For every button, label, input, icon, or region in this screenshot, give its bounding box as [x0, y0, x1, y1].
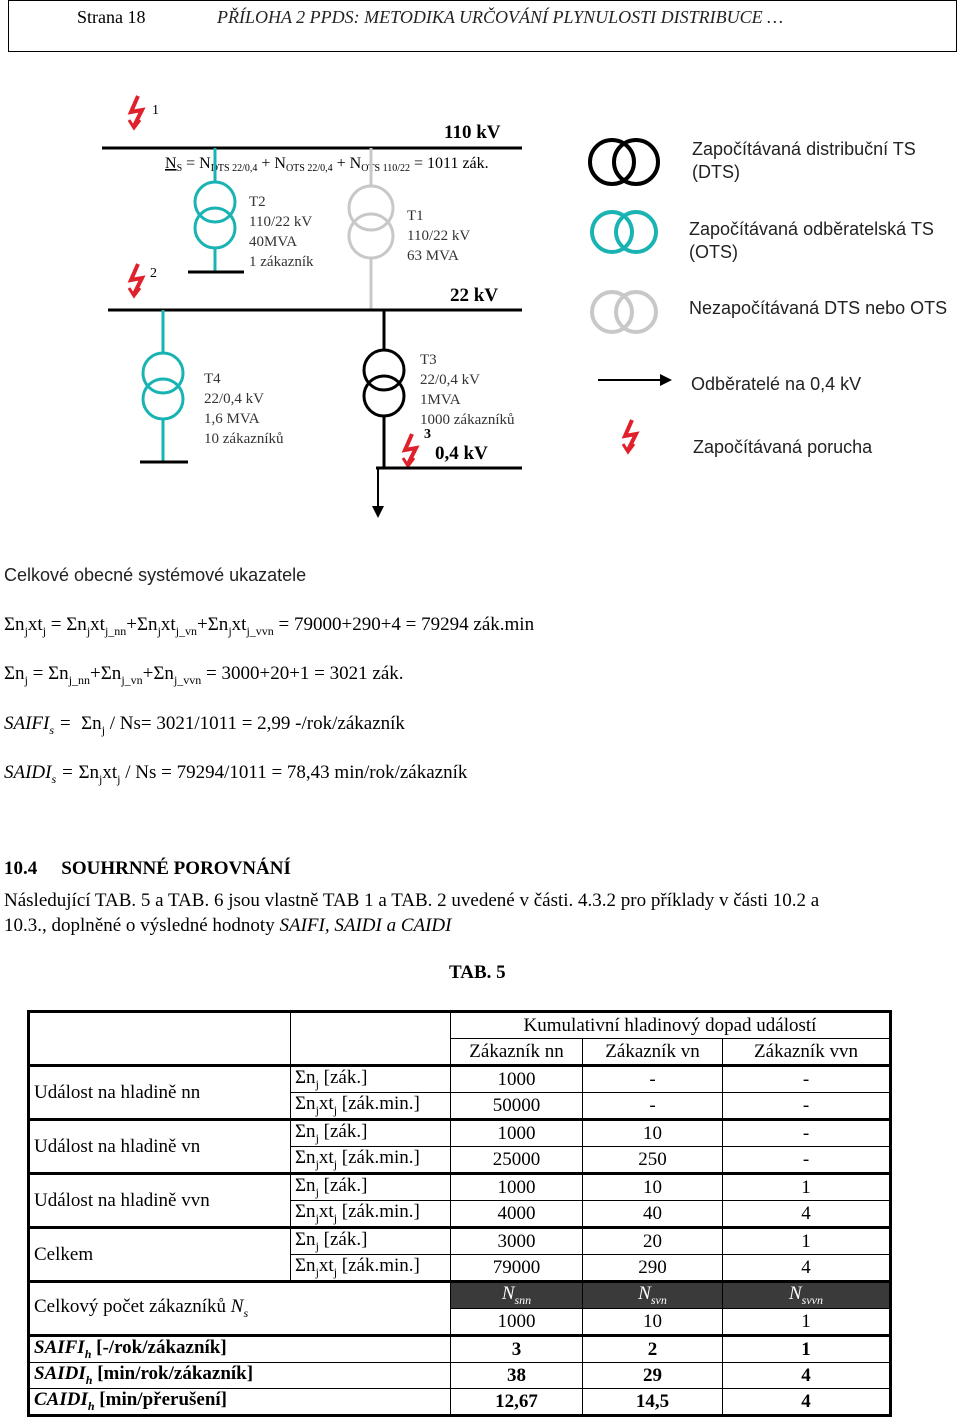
fault-3-icon [403, 434, 416, 466]
table-row: $\Sigma n_jxt_j$ [zák.min.] 79000 290 4 [29, 1255, 891, 1282]
t4-transformer-icon [143, 353, 183, 419]
fault-1-label: 1 [152, 103, 159, 118]
fault-2-icon [129, 264, 142, 296]
table-row-caidi: $CAIDI_h$ [min/přerušení] 12,67 14,5 4 [29, 1389, 891, 1416]
bus-04kv-label: 0,4 kV [435, 443, 488, 464]
table-row-total-customers: Celkový počet zákazníků $N_s$ $N_{snn}$ $N_{svn}$ $N_{svvn}$ [29, 1282, 891, 1309]
fault-2-label: 2 [150, 266, 157, 281]
t2-label: T2 110/22 kV 40MVA 1 zákazník [249, 194, 314, 270]
legend-ots-icon [592, 212, 656, 252]
page-number: Strana 18 [77, 7, 146, 27]
legend-dts-label: Započítávaná distribuční TS (DTS) [692, 139, 916, 182]
table-row: Celkem $\Sigma n_j$ [zák.] 3000 20 1 [29, 1228, 891, 1255]
legend-ndts-icon [592, 292, 656, 332]
column-header: Zákazník nn [451, 1039, 583, 1066]
legend-consumers-label: Odběratelé na 0,4 kV [691, 374, 862, 394]
legend-arrow-icon [598, 374, 672, 386]
table-row: $\Sigma n_jxt_j$ [zák.min.] 25000 250 - [29, 1147, 891, 1174]
legend-ots-label: Započítávaná odběratelská TS (OTS) [689, 219, 934, 262]
legend-dts-icon [590, 140, 658, 184]
t2-transformer-icon [195, 182, 235, 248]
table-row: $\Sigma n_jxt_j$ [zák.min.] 4000 40 4 [29, 1201, 891, 1228]
table-row-saidi: $SAIDI_h$ [min/rok/zákazník] 38 29 4 [29, 1363, 891, 1389]
formula-total-customers: $\Sigma n_j = \Sigma n_{j\_nn}+\Sigma n_{j\_vn}+\Sigma n_{j\_vvn} = 3000+20+1 = 3021$ zák. [4, 663, 404, 687]
table-row-saifi: $SAIFI_h$ [-/rok/zákazník] 3 2 1 [29, 1336, 891, 1363]
table-header-top: Kumulativní hladinový dopad událostí [451, 1012, 891, 1039]
section-heading: 10.4 SOUHRNNÉ POROVNÁNÍ [4, 858, 291, 879]
legend-fault-label: Započítávaná porucha [693, 437, 873, 457]
formula-saifi: $SAIFI_s = \Sigma n_j / Ns= 3021/1011 = 2,99$ -/rok/zákazník [4, 713, 405, 737]
table-row: 1000 10 1 [29, 1309, 891, 1336]
indicators-heading: Celkové obecné systémové ukazatele [4, 565, 307, 585]
t3-label: T3 22/0,4 kV 1MVA 1000 zákazníků [420, 352, 515, 428]
bus-22kv-label: 22 kV [450, 285, 499, 306]
t3-transformer-icon [364, 350, 404, 416]
tab5-table [27, 1010, 892, 1417]
table-row: Událost na hladině nn $\Sigma n_j$ [zák.] 1000 - - [29, 1066, 891, 1093]
table-row: Událost na hladině vvn $\Sigma n_j$ [zák.] 1000 10 1 [29, 1174, 891, 1201]
t1-transformer-icon [349, 186, 393, 258]
page-header [8, 0, 957, 52]
t4-label: T4 22/0,4 kV 1,6 MVA 10 zákazníků [204, 371, 284, 447]
bus-110kv-label: 110 kV [444, 122, 501, 143]
formula-total-duration: $\Sigma n_jxt_j = \Sigma n_jxt_{j\_nn}+\Sigma n_jxt_{j\_vn}+\Sigma n_jxt_{j\_vvn} = 79000+290+4 = 79294$ zák.min [4, 614, 535, 638]
t1-label: T1 110/22 kV 63 MVA [407, 208, 470, 264]
legend-fault-icon [623, 420, 636, 452]
document-title: PŘÍLOHA 2 PPDS: METODIKA URČOVÁNÍ PLYNULOSTI DISTRIBUCE … [217, 7, 784, 27]
fault-3-label: 3 [424, 427, 431, 442]
table-caption: TAB. 5 [449, 962, 506, 983]
ns-formula: NS = NDTS 22/0,4 + NOTS 22/0,4 + NOTS 110/22 = 1011 zák. [165, 155, 489, 174]
legend-ndts-label: Nezapočítávaná DTS nebo OTS [689, 298, 948, 318]
column-header: Zákazník vn [583, 1039, 723, 1066]
fault-1-icon [129, 96, 142, 128]
consumer-arrow-icon [372, 506, 384, 518]
section-paragraph: Následující TAB. 5 a TAB. 6 jsou vlastně TAB 1 a TAB. 2 uvedené v části. 4.3.2 pro příklady v části 10.2 a 10.3., doplněné o výsledné hodnoty SAIFI, SAIDI a CAIDI [4, 890, 820, 936]
column-header: Zákazník vvn [723, 1039, 891, 1066]
table-row: $\Sigma n_jxt_j$ [zák.min.] 50000 - - [29, 1093, 891, 1120]
table-row: Událost na hladině vn $\Sigma n_j$ [zák.] 1000 10 - [29, 1120, 891, 1147]
formula-saidi: $SAIDI_s = \Sigma n_jxt_j / Ns = 79294/1011 = 78,43$ min/rok/zákazník [4, 762, 468, 786]
network-diagram [0, 60, 960, 530]
